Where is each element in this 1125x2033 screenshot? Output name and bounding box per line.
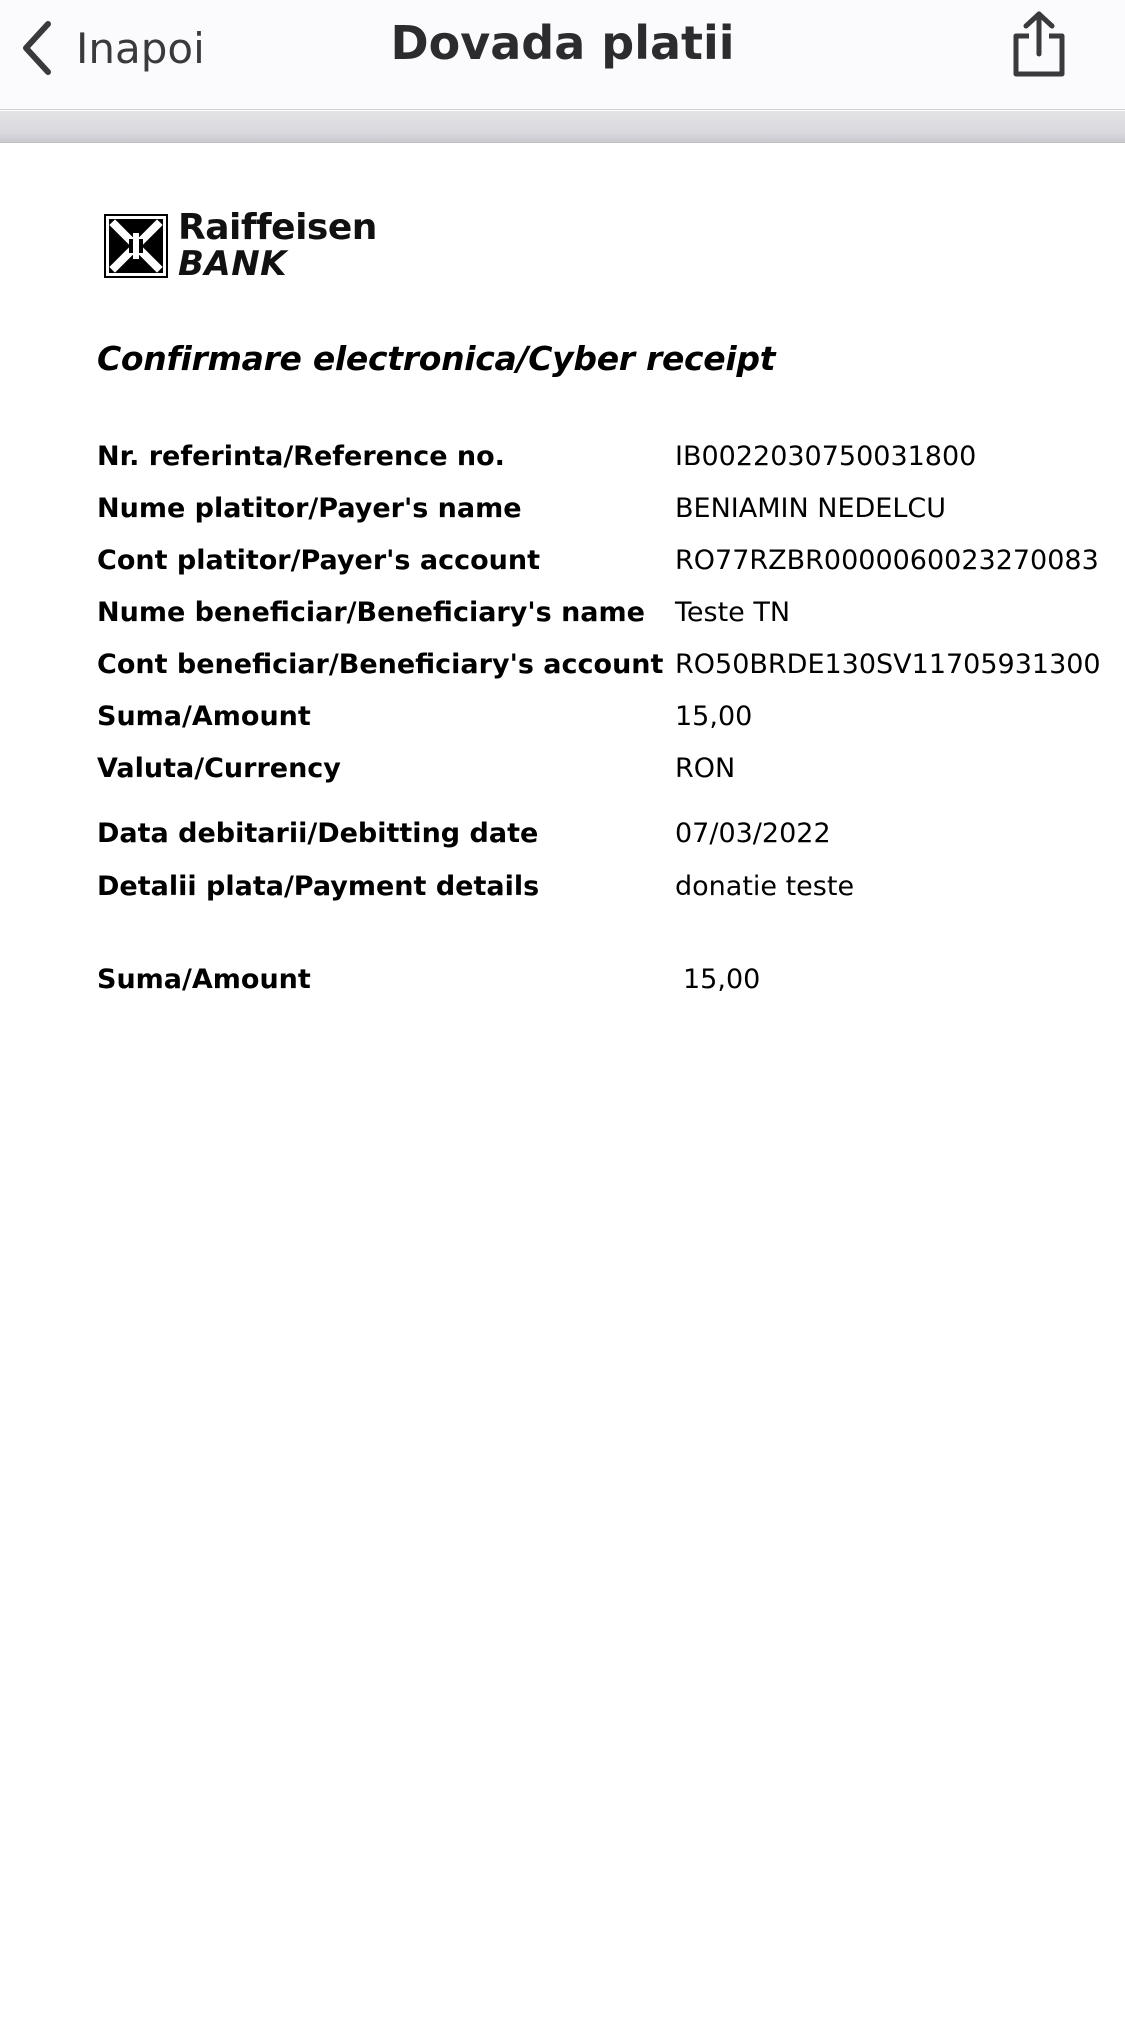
bank-logo: [104, 207, 377, 284]
field-amount: [0, 701, 1125, 741]
back-button[interactable]: [18, 18, 205, 78]
share-icon: [1008, 67, 1070, 84]
field-debit-date: [0, 818, 1125, 858]
field-payer-name: [0, 493, 1125, 533]
field-label: Cont platitor/Payer's account: [97, 545, 541, 576]
share-button[interactable]: [1008, 10, 1070, 80]
total-value: 15,00: [683, 964, 761, 995]
field-value: donatie teste: [675, 871, 855, 902]
field-label: Nr. referinta/Reference no.: [97, 441, 505, 472]
navigation-bar: [0, 0, 1125, 110]
field-label: Detalii plata/Payment details: [97, 871, 540, 902]
field-label: Valuta/Currency: [97, 753, 341, 784]
bank-name-line1: Raiffeisen: [178, 207, 377, 248]
field-value: RO50BRDE130SV11705931300: [675, 649, 1101, 680]
field-label: Nume platitor/Payer's name: [97, 493, 522, 524]
field-value: RO77RZBR0000060023270083: [675, 545, 1099, 576]
field-value: 07/03/2022: [675, 818, 831, 849]
total-label: Suma/Amount: [97, 964, 311, 995]
receipt-heading: Confirmare electronica/Cyber receipt: [97, 339, 776, 378]
field-label: Cont beneficiar/Beneficiary's account: [97, 649, 664, 680]
field-value: 15,00: [675, 701, 753, 732]
field-value: RON: [675, 753, 736, 784]
field-value: BENIAMIN NEDELCU: [675, 493, 947, 524]
field-beneficiary-account: [0, 649, 1125, 689]
total-amount-row: [0, 964, 1125, 1004]
raiffeisen-logo-icon: [104, 214, 168, 278]
header-divider: [0, 111, 1125, 143]
field-label: Suma/Amount: [97, 701, 311, 732]
back-label: Inapoi: [76, 23, 205, 73]
page-title: Dovada platii: [390, 16, 735, 70]
field-payer-account: [0, 545, 1125, 585]
field-value: Teste TN: [675, 597, 791, 628]
field-beneficiary-name: [0, 597, 1125, 637]
field-reference: [0, 441, 1125, 481]
field-label: Data debitarii/Debitting date: [97, 818, 539, 849]
field-value: IB0022030750031800: [675, 441, 977, 472]
bank-name-line2: BANK: [178, 244, 288, 284]
chevron-left-icon: [18, 20, 54, 76]
field-label: Nume beneficiar/Beneficiary's name: [97, 597, 645, 628]
receipt-document: [0, 143, 1125, 2033]
field-currency: [0, 753, 1125, 793]
field-payment-details: [0, 871, 1125, 911]
